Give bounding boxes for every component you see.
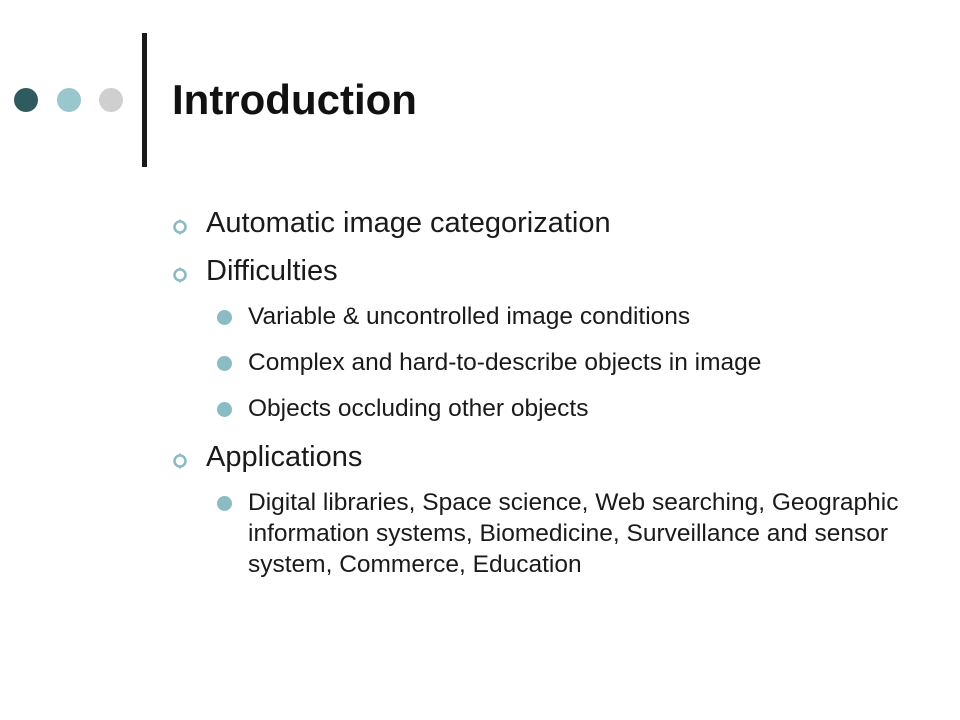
slide-content (172, 205, 942, 595)
sub-bullet-list (172, 301, 942, 424)
sub-bullet-text: Objects occluding other objects (248, 395, 589, 422)
bullet-text: Automatic image categorization (206, 207, 611, 239)
bullet-dot-icon (217, 310, 232, 325)
bullet-item (172, 439, 942, 475)
bullet-dot-icon (217, 496, 232, 511)
bullet-text: Difficulties (206, 255, 338, 287)
bullet-dot-icon (217, 356, 232, 371)
bullet-item (172, 205, 942, 241)
sub-bullet-item (172, 301, 942, 332)
sub-bullet-text: Digital libraries, Space science, Web searching, Geographic information systems, Biomedicine, Surveillance and sensor system, Commerce, Education (248, 489, 899, 578)
decorative-dot-dark (14, 88, 38, 112)
bullet-item (172, 253, 942, 289)
bullet-text: Applications (206, 441, 363, 473)
sub-bullet-text: Variable & uncontrolled image conditions (248, 303, 691, 330)
bullet-ring-icon (172, 267, 188, 283)
bullet-ring-icon (172, 219, 188, 235)
sub-bullet-item (172, 347, 942, 378)
bullet-ring-icon (172, 453, 188, 469)
sub-bullet-item (172, 487, 942, 580)
sub-bullet-list (172, 487, 942, 580)
decorative-dot-teal (57, 88, 81, 112)
bullet-dot-icon (217, 402, 232, 417)
sub-bullet-text: Complex and hard-to-describe objects in image (248, 349, 762, 376)
sub-bullet-item (172, 393, 942, 424)
decorative-dot-light (99, 88, 123, 112)
slide-title: Introduction (172, 76, 417, 123)
title-divider (142, 33, 147, 167)
